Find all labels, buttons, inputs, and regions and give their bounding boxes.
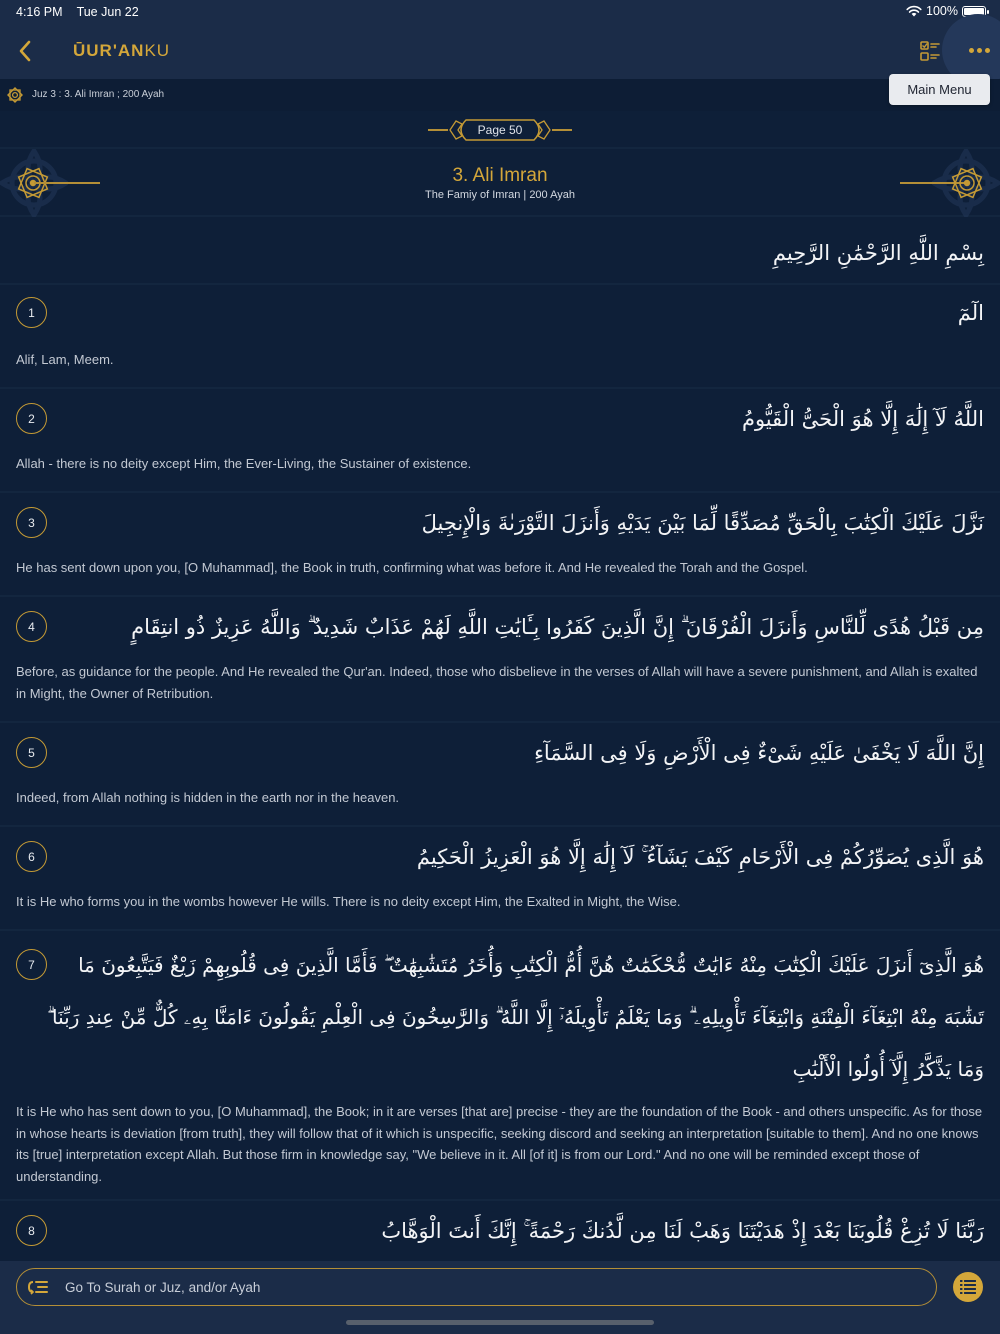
surah-list-button[interactable] (953, 1272, 983, 1302)
surah-header (0, 149, 1000, 217)
ayah-arabic: اللَّهُ لَآ إِلَٰهَ إِلَّا هُوَ الْحَىُّ الْقَيُّومُ (741, 407, 984, 431)
main-menu-tooltip: Main Menu (889, 74, 990, 105)
ayah-arabic-line: هُوَ الَّذِىٓ أَنزَلَ عَلَيْكَ الْكِتَٰبَ مِنْهُ ءَايَٰتٌ مُّحْكَمَٰتٌ هُنَّ أُمُّ الْكِتَٰبِ وَأُخَرُ مُتَشَٰبِهَٰتٌ ۖ فَأَمَّا الَّذِينَ فِى قُلُوبِهِمْ زَيْغٌ فَيَتَّبِعُونَ مَا (78, 953, 984, 977)
basmala-text: بِسْمِ اللَّهِ الرَّحْمَٰنِ الرَّحِيمِ (772, 241, 984, 265)
navigation-bar (0, 0, 1000, 79)
logo-text-thin: KU (144, 41, 171, 60)
ayah-number-badge[interactable]: 8 (16, 1215, 47, 1246)
juz-info-bar (0, 79, 1000, 111)
ayah-translation: Before, as guidance for the people. And He revealed the Qur'an. Indeed, those who disbelieve in the verses of Allah will have a severe punishment, and Allah is exalted in Might, the Owner of Retribution. (16, 664, 978, 701)
ayah-number-badge[interactable]: 7 (16, 949, 47, 980)
ayah-number-badge[interactable]: 5 (16, 737, 47, 768)
ayah-row[interactable] (0, 597, 1000, 723)
ayah-row[interactable] (0, 389, 1000, 493)
ayah-arabic: الٓمٓ (957, 301, 984, 325)
ayah-number-badge[interactable]: 3 (16, 507, 47, 538)
ayah-row[interactable] (0, 723, 1000, 827)
status-date: Tue Jun 22 (76, 5, 139, 19)
basmala-row (0, 219, 1000, 285)
ayah-number-badge[interactable]: 1 (16, 297, 47, 328)
ayah-arabic-line: وَمَا يَذَّكَّرُ إِلَّآ أُولُوا الْأَلْبَٰبِ (792, 1057, 984, 1081)
page-indicator-bar (0, 111, 1000, 149)
list-icon (960, 1280, 976, 1294)
back-button[interactable] (10, 36, 40, 66)
ayah-arabic: رَبَّنَا لَا تُزِغْ قُلُوبَنَا بَعْدَ إِذْ هَدَيْتَنَا وَهَبْ لَنَا مِن لَّدُنكَ رَحْمَةً ۚ إِنَّكَ أَنتَ الْوَهَّابُ (381, 1219, 984, 1243)
ayah-row[interactable] (0, 1201, 1000, 1261)
ayah-number-badge[interactable]: 4 (16, 611, 47, 642)
ayah-translation: Allah - there is no deity except Him, the Ever-Living, the Sustainer of existence. (16, 456, 472, 471)
ayah-number-badge[interactable]: 2 (16, 403, 47, 434)
goto-placeholder: Go To Surah or Juz, and/or Ayah (65, 1279, 261, 1295)
more-dot (985, 48, 990, 53)
ayah-list[interactable] (0, 219, 1000, 1261)
chevron-left-icon (18, 40, 32, 62)
checklist-icon (918, 39, 942, 63)
checklist-button[interactable] (918, 39, 942, 63)
wifi-icon (906, 5, 922, 17)
juz-info-text: Juz 3 : 3. Ali Imran ; 200 Ayah (32, 89, 165, 100)
surah-subtitle: The Famiy of Imran | 200 Ayah (424, 189, 575, 201)
app-logo (73, 41, 170, 61)
ornament-icon (7, 87, 23, 103)
ayah-row[interactable] (0, 827, 1000, 931)
logo-text-bold: ŪUR'AN (73, 41, 145, 60)
ayah-arabic: إِنَّ اللَّهَ لَا يَخْفَىٰ عَلَيْهِ شَىْءٌ فِى الْأَرْضِ وَلَا فِى السَّمَآءِ (534, 741, 984, 765)
home-indicator[interactable] (346, 1320, 654, 1325)
ayah-translation: Alif, Lam, Meem. (16, 352, 114, 367)
page-number: Page 50 (477, 123, 523, 137)
ayah-arabic: نَزَّلَ عَلَيْكَ الْكِتَٰبَ بِالْحَقِّ مُصَدِّقًا لِّمَا بَيْنَ يَدَيْهِ وَأَنزَلَ التَّوْرَىٰةَ وَالْإِنجِيلَ (421, 511, 984, 535)
ayah-row[interactable] (0, 285, 1000, 389)
goto-list-icon (27, 1279, 49, 1295)
goto-search-input[interactable] (16, 1268, 937, 1306)
page-indicator (428, 117, 572, 143)
ayah-row[interactable] (0, 493, 1000, 597)
ayah-arabic: مِن قَبْلُ هُدًى لِّلنَّاسِ وَأَنزَلَ الْفُرْقَانَ ۗ إِنَّ الَّذِينَ كَفَرُوا بِـَٔايَٰتِ اللَّهِ لَهُمْ عَذَابٌ شَدِيدٌ ۗ وَاللَّهُ عَزِيزٌ ذُو انتِقَامٍ (131, 615, 984, 639)
status-bar-time (16, 5, 153, 19)
ayah-arabic: هُوَ الَّذِى يُصَوِّرُكُمْ فِى الْأَرْحَامِ كَيْفَ يَشَآءُ ۚ لَآ إِلَٰهَ إِلَّا هُوَ الْعَزِيزُ الْحَكِيمُ (416, 845, 984, 869)
more-dot (977, 48, 982, 53)
status-time: 4:16 PM (16, 5, 63, 19)
more-horizontal-icon (969, 48, 974, 53)
surah-title: 3. Ali Imran (452, 165, 548, 186)
battery-percent: 100% (926, 4, 958, 18)
ayah-translation: Indeed, from Allah nothing is hidden in the earth nor in the heaven. (16, 790, 400, 805)
ayah-translation: It is He who has sent down to you, [O Muhammad], the Book; in it are verses [that are] precise - they are the foundation of the Book - and others unspecific. As for those in whose hearts is deviation [from truth], they will follow that of it which is unspecific, seeking discord and seeking an interpretation [suitable to them]. And no one knows its [true] interpretation except Allah. But those firm in knowledge say, "We believe in it. All [of it] is from our Lord." And no one will be reminded except those of understanding. (16, 1104, 983, 1184)
ayah-row[interactable] (0, 931, 1000, 1201)
ayah-translation: He has sent down upon you, [O Muhammad], the Book in truth, confirming what was before it. And He revealed the Torah and the Gospel. (16, 560, 808, 575)
ayah-number-badge[interactable]: 6 (16, 841, 47, 872)
ayah-translation: It is He who forms you in the wombs however He wills. There is no deity except Him, the Exalted in Might, the Wise. (16, 894, 681, 909)
ayah-arabic-line: تَشَٰبَهَ مِنْهُ ابْتِغَآءَ الْفِتْنَةِ وَابْتِغَآءَ تَأْوِيلِهِۦ ۗ وَمَا يَعْلَمُ تَأْوِيلَهُۥٓ إِلَّا اللَّهُ ۗ وَالرَّٰسِخُونَ فِى الْعِلْمِ يَقُولُونَ ءَامَنَّا بِهِۦ كُلٌّ مِّنْ عِندِ رَبِّنَا ۗ (47, 1005, 984, 1029)
bottom-bar (0, 1261, 1000, 1334)
